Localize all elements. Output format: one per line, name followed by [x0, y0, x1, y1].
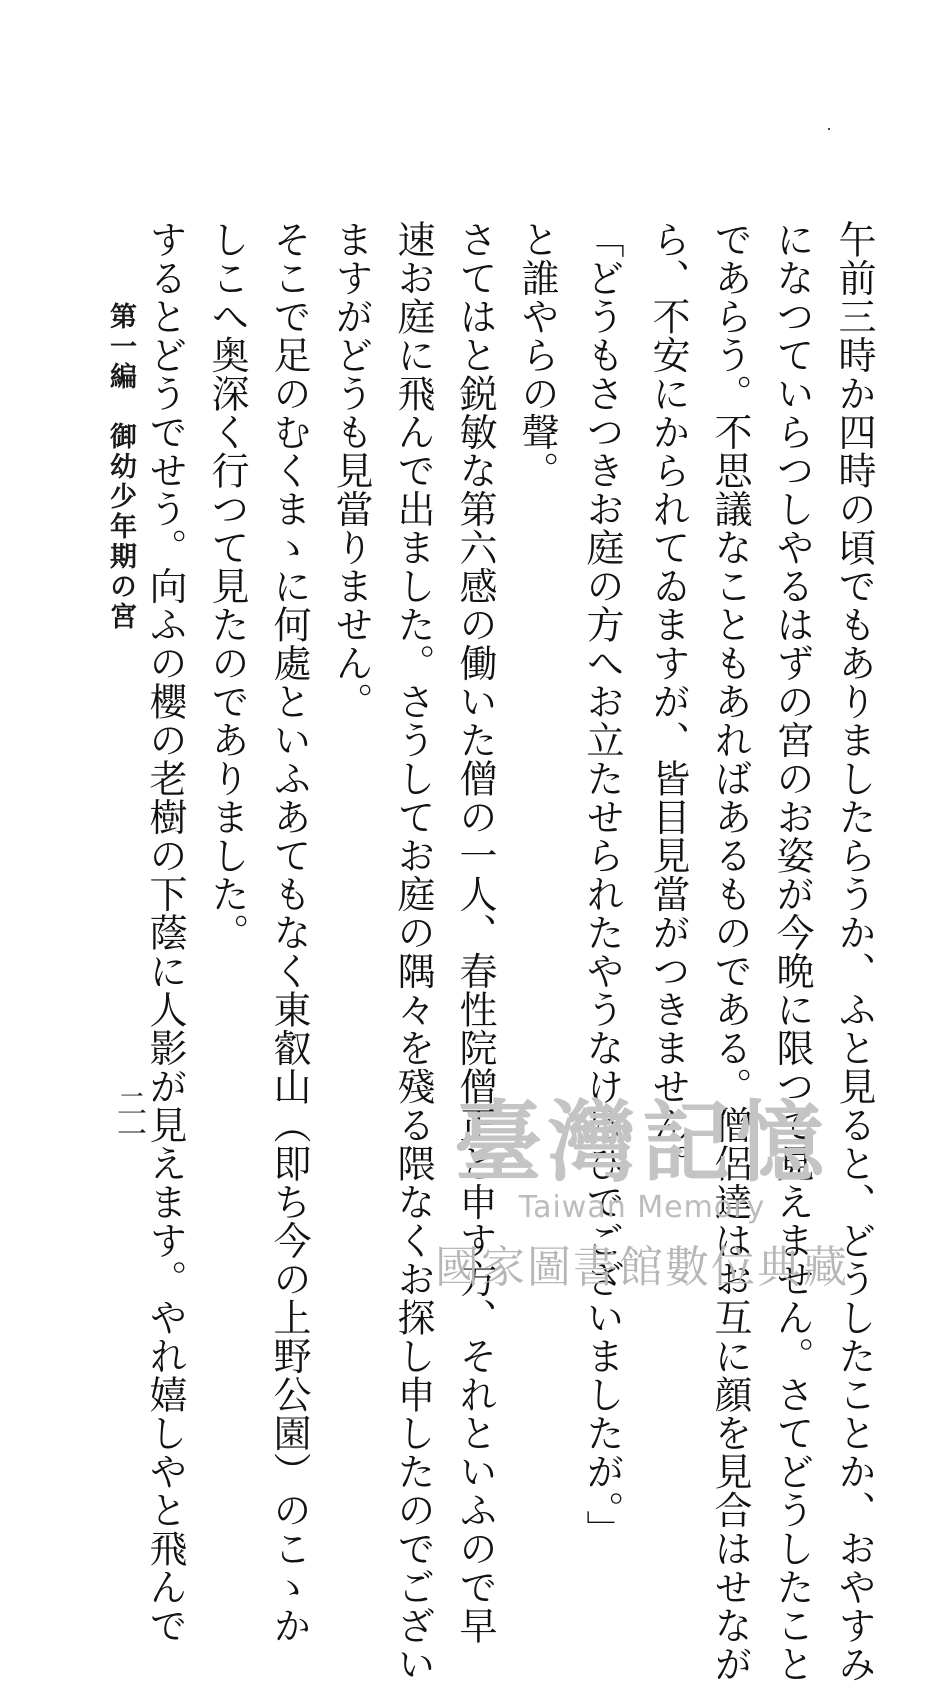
text-column-6: と誰やらの聲。	[515, 220, 559, 490]
page-number: 二一	[111, 1088, 146, 1148]
watermark-org: 國家圖書館數位典藏	[435, 1242, 849, 1293]
watermark-subtitle: Taiwan Memory	[518, 1190, 766, 1225]
text-column-11: しこへ奥深く行つて見たのでありました。	[205, 220, 249, 952]
watermark-title: 臺灣記憶	[453, 1090, 830, 1194]
text-column-3: であらう。不思議なこともあればあるものである。僧侶達はお互に顔を見合はせなが	[708, 220, 752, 1683]
text-column-4: ら、不安にかられてゐますが、皆目見當がつきません。	[646, 220, 690, 1183]
text-column-2: になつていらつしやるはずの宮のお姿が今晩に限つて見えません。さてどうしたこと	[770, 220, 814, 1683]
text-column-5: 「どうもさつきお庭の方へお立たせられたやうなけはひでございましたが。」	[580, 220, 624, 1549]
text-column-12: するとどうでせう。向ふの櫻の老樹の下蔭に人影が見えます。やれ嬉しやと飛んで	[143, 220, 187, 1645]
text-column-10: そこで足のむくまゝに何處といふあてもなく東叡山（即ち今の上野公園）のこゝか	[267, 220, 311, 1645]
running-header: 第一編 御幼少年期の宮	[105, 302, 136, 632]
text-column-8: 速お庭に飛んで出ました。さうしてお庭の隅々を殘る隈なくお探し申したのでござい	[391, 220, 435, 1683]
watermark	[412, 1092, 872, 1342]
text-column-7: さてはと鋭敏な第六感の働いた僧の一人、春性院僧正と申す方、それといふので早	[453, 220, 497, 1645]
scan-speck	[828, 128, 830, 130]
text-column-9: ますがどうも見當りません。	[329, 220, 373, 721]
text-column-1: 午前三時か四時の頃でもありましたらうか、ふと見ると、どうしたことか、おやすみ	[832, 220, 876, 1683]
